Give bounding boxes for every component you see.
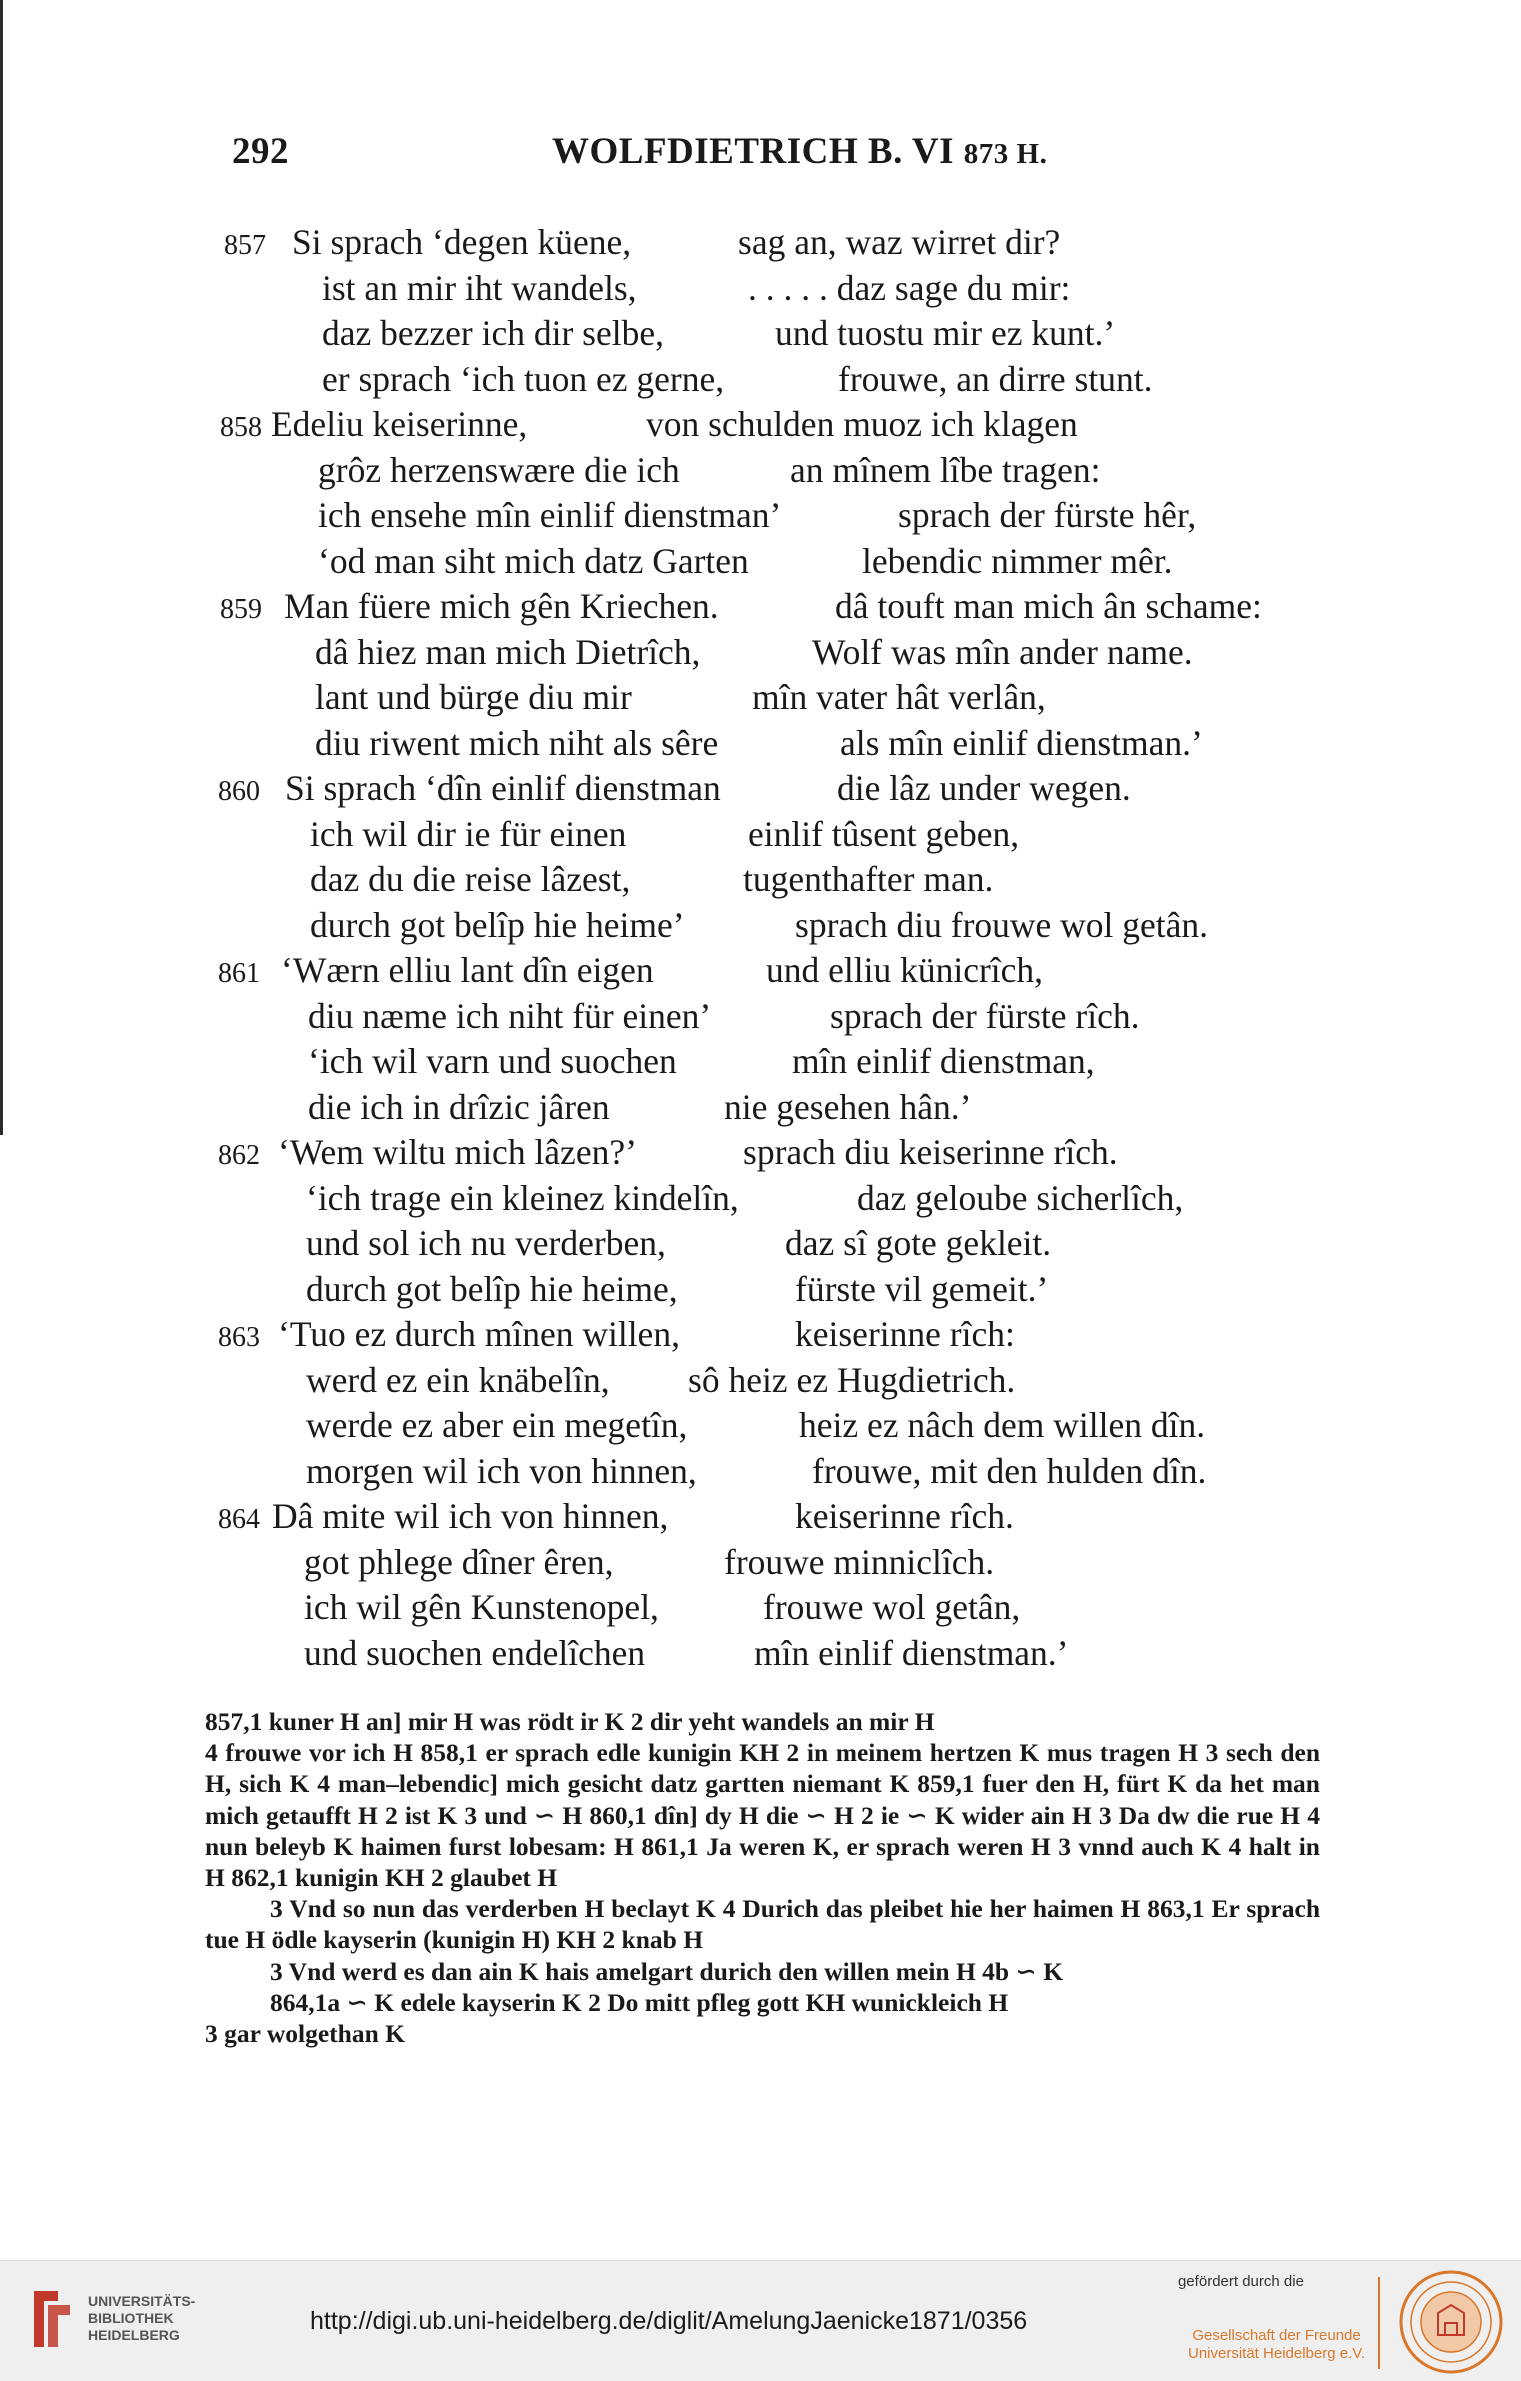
stanza-number: 860 <box>218 776 260 807</box>
verse-first-half: got phlege dîner êren, <box>304 1541 614 1582</box>
verse-second-half: Wolf was mîn ander name. <box>812 631 1193 672</box>
verse-line <box>0 1312 1521 1358</box>
verse-line <box>0 1540 1521 1586</box>
verse-second-half: an mînem lîbe tragen: <box>790 449 1101 490</box>
verse-first-half: Si sprach ‘dîn einlif dienstman <box>285 768 721 808</box>
verse-second-half: keiserinne rîch: <box>795 1314 1015 1354</box>
stanza-number: 861 <box>218 958 260 989</box>
verse-line <box>0 857 1521 903</box>
verse-first-half: die ich in drîzic jâren <box>308 1086 610 1127</box>
verse-line <box>0 675 1521 721</box>
society-line-2: Universität Heidelberg e.V. <box>1188 2345 1366 2362</box>
library-line-3: HEIDELBERG <box>88 2327 180 2343</box>
verse-line <box>0 721 1521 767</box>
apparatus-line: 857,1 kuner H an] mir H was rödt ir K 2 dir yeht wandels an mir H <box>205 1707 935 1736</box>
verse-block <box>0 220 1521 1676</box>
verse-first-half: diu riwent mich niht als sêre <box>315 722 719 763</box>
verse-second-half: lebendic nimmer mêr. <box>862 540 1173 581</box>
verse-first-half: dâ hiez man mich Dietrîch, <box>315 631 701 672</box>
verse-line <box>0 1585 1521 1631</box>
verse-second-half: frouwe, mit den hulden dîn. <box>812 1450 1207 1491</box>
society-name <box>1188 2327 1365 2363</box>
verse-first-half: ‘Tuo ez durch mînen willen, <box>278 1314 680 1354</box>
apparatus-line: 4 frouwe vor ich H 858,1 er sprach edle kunigin KH 2 in meinem hertzen K mus tragen H 3 sech den H, sich K 4 man–lebendic] mich gesicht datz gartten niemant K 859,1 fuer den H, fürt K da het man mich getaufft H 2 ist K 3 und ∽ H 860,1 dîn] dy H die ∽ H 2 ie ∽ K wider ain H 3 Da dw die rue H 4 nun beleyb K haimen furst lobesam: H 861,1 Ja weren K, er sprach weren H 3 vnnd auch K 4 halt in H 862,1 kunigin KH 2 glaubet H <box>205 1738 1320 1893</box>
verse-line <box>0 1449 1521 1495</box>
funded-by-text: gefördert durch die <box>1178 2273 1304 2290</box>
verse-first-half: er sprach ‘ich tuon ez gerne, <box>322 358 725 399</box>
verse-first-half: ‘Wærn elliu lant dîn eigen <box>281 950 654 990</box>
verse-first-half: werd ez ein knäbelîn, <box>306 1359 610 1400</box>
verse-second-half: daz geloube sicherlîch, <box>857 1177 1184 1218</box>
verse-second-half: einlif tûsent geben, <box>748 813 1020 854</box>
verse-first-half: ich wil dir ie für einen <box>310 813 627 854</box>
verse-line <box>0 1176 1521 1222</box>
verse-line <box>0 903 1521 949</box>
verse-second-half: fürste vil gemeit.’ <box>795 1268 1049 1309</box>
verse-first-half: daz du die reise lâzest, <box>310 859 631 899</box>
verse-first-half: grôz herzenswære die ich <box>318 449 680 490</box>
verse-line <box>0 357 1521 403</box>
verse-line <box>0 448 1521 494</box>
stanza-number: 858 <box>220 412 262 443</box>
verse-line <box>0 1085 1521 1131</box>
verse-line <box>0 1358 1521 1404</box>
verse-second-half: . . . . . daz sage du mir: <box>748 267 1071 308</box>
apparatus-line: 864,1a ∽ K edele kayserin K 2 Do mitt pfleg gott KH wunickleich H <box>270 1987 1009 2017</box>
library-line-1: UNIVERSITÄTS- <box>88 2293 196 2309</box>
verse-line <box>0 311 1521 357</box>
apparatus-line: 3 Vnd so nun das verderben H beclayt K 4 Durich das pleibet hie her haimen H 863,1 Er sprach tue H ödle kayserin (kunigin H) KH 2 knab H <box>205 1894 1320 1955</box>
verse-second-half: mîn einlif dienstman, <box>792 1041 1095 1081</box>
verse-second-half: daz sî gote gekleit. <box>785 1223 1052 1263</box>
verse-line <box>0 402 1521 448</box>
verse-second-half: von schulden muoz ich klagen <box>646 404 1078 444</box>
verse-line <box>0 766 1521 812</box>
verse-second-half: sprach diu keiserinne rîch. <box>743 1132 1118 1172</box>
verse-second-half: sprach der fürste hêr, <box>898 495 1197 535</box>
verse-second-half: frouwe wol getân, <box>763 1587 1021 1627</box>
verse-first-half: ‘od man siht mich datz Garten <box>318 540 749 581</box>
footer-divider <box>1378 2277 1380 2369</box>
verse-second-half: dâ touft man mich ân schame: <box>835 586 1262 626</box>
running-title <box>552 130 1047 173</box>
verse-first-half: ich ensehe mîn einlif dienstman’ <box>318 495 782 535</box>
verse-line <box>0 1631 1521 1677</box>
permalink[interactable]: http://digi.ub.uni-heidelberg.de/diglit/AmelungJaenicke1871/0356 <box>310 2307 1028 2335</box>
verse-first-half: diu næme ich niht für einen’ <box>308 995 712 1036</box>
verse-first-half: durch got belîp hie heime’ <box>310 904 685 945</box>
verse-line <box>0 220 1521 266</box>
verse-line <box>0 1403 1521 1449</box>
verse-first-half: Man füere mich gên Kriechen. <box>284 586 719 626</box>
verse-first-half: ‘ich trage ein kleinez kindelîn, <box>306 1177 739 1218</box>
verse-first-half: morgen wil ich von hinnen, <box>306 1450 697 1491</box>
verse-line <box>0 630 1521 676</box>
verse-line <box>0 1039 1521 1085</box>
verse-second-half: mîn einlif dienstman.’ <box>754 1632 1069 1673</box>
verse-line <box>0 1267 1521 1313</box>
verse-line <box>0 812 1521 858</box>
verse-second-half: und tuostu mir ez kunt.’ <box>775 313 1116 353</box>
verse-first-half: ist an mir iht wandels, <box>322 267 637 308</box>
verse-line <box>0 1494 1521 1540</box>
verse-second-half: frouwe, an dirre stunt. <box>838 358 1153 399</box>
stanza-number: 864 <box>218 1504 260 1535</box>
verse-first-half: und suochen endelîchen <box>304 1632 646 1673</box>
university-seal-icon <box>1398 2269 1504 2375</box>
running-ref: 873 H. <box>963 138 1048 170</box>
verse-line <box>0 948 1521 994</box>
verse-second-half: und elliu künicrîch, <box>766 950 1044 990</box>
verse-first-half: durch got belîp hie heime, <box>306 1268 678 1309</box>
society-line-1: Gesellschaft der Freunde <box>1192 2327 1361 2344</box>
verse-first-half: lant und bürge diu mir <box>315 677 632 717</box>
running-title-text: WOLFDIETRICH B. VI <box>552 131 955 172</box>
verse-line <box>0 994 1521 1040</box>
verse-second-half: sô heiz ez Hugdietrich. <box>688 1359 1016 1400</box>
verse-line <box>0 266 1521 312</box>
verse-line <box>0 584 1521 630</box>
verse-second-half: mîn vater hât verlân, <box>752 677 1046 717</box>
verse-second-half: sprach diu frouwe wol getân. <box>795 904 1209 945</box>
library-name <box>88 2293 195 2344</box>
stanza-number: 862 <box>218 1140 260 1171</box>
stanza-number: 859 <box>220 594 262 625</box>
verse-line <box>0 1221 1521 1267</box>
verse-line <box>0 539 1521 585</box>
verse-first-half: ich wil gên Kunstenopel, <box>304 1587 659 1627</box>
apparatus-line: 3 gar wolgethan K <box>205 2019 405 2049</box>
verse-line <box>0 1130 1521 1176</box>
verse-first-half: werde ez aber ein megetîn, <box>306 1405 688 1445</box>
verse-second-half: heiz ez nâch dem willen dîn. <box>799 1405 1206 1445</box>
verse-second-half: tugenthafter man. <box>743 859 994 899</box>
verse-line <box>0 493 1521 539</box>
critical-apparatus <box>205 1706 1320 2049</box>
verse-second-half: frouwe minniclîch. <box>724 1541 995 1582</box>
page-number: 292 <box>232 131 289 172</box>
verse-first-half: und sol ich nu verderben, <box>306 1223 666 1263</box>
verse-second-half: als mîn einlif dienstman.’ <box>840 722 1203 763</box>
verse-first-half: ‘Wem wiltu mich lâzen?’ <box>278 1132 637 1172</box>
verse-second-half: sag an, waz wirret dir? <box>738 222 1061 262</box>
verse-first-half: Si sprach ‘degen küene, <box>292 222 632 262</box>
verse-first-half: Dâ mite wil ich von hinnen, <box>272 1496 669 1536</box>
verse-second-half: keiserinne rîch. <box>795 1496 1014 1536</box>
verse-second-half: sprach der fürste rîch. <box>830 995 1140 1036</box>
apparatus-line: 3 Vnd werd es dan ain K hais amelgart durich den willen mein H 4b ∽ K <box>270 1956 1064 1986</box>
verse-second-half: die lâz under wegen. <box>837 768 1131 808</box>
verse-first-half: Edeliu keiserinne, <box>271 404 528 444</box>
stanza-number: 863 <box>218 1322 260 1353</box>
library-line-2: BIBLIOTHEK <box>88 2310 174 2326</box>
stanza-number: 857 <box>224 230 266 261</box>
verse-first-half: daz bezzer ich dir selbe, <box>322 313 664 353</box>
digitization-footer <box>0 2260 1521 2381</box>
verse-second-half: nie gesehen hân.’ <box>724 1086 972 1127</box>
university-library-logo-icon <box>28 2287 76 2351</box>
verse-first-half: ‘ich wil varn und suochen <box>308 1041 677 1081</box>
